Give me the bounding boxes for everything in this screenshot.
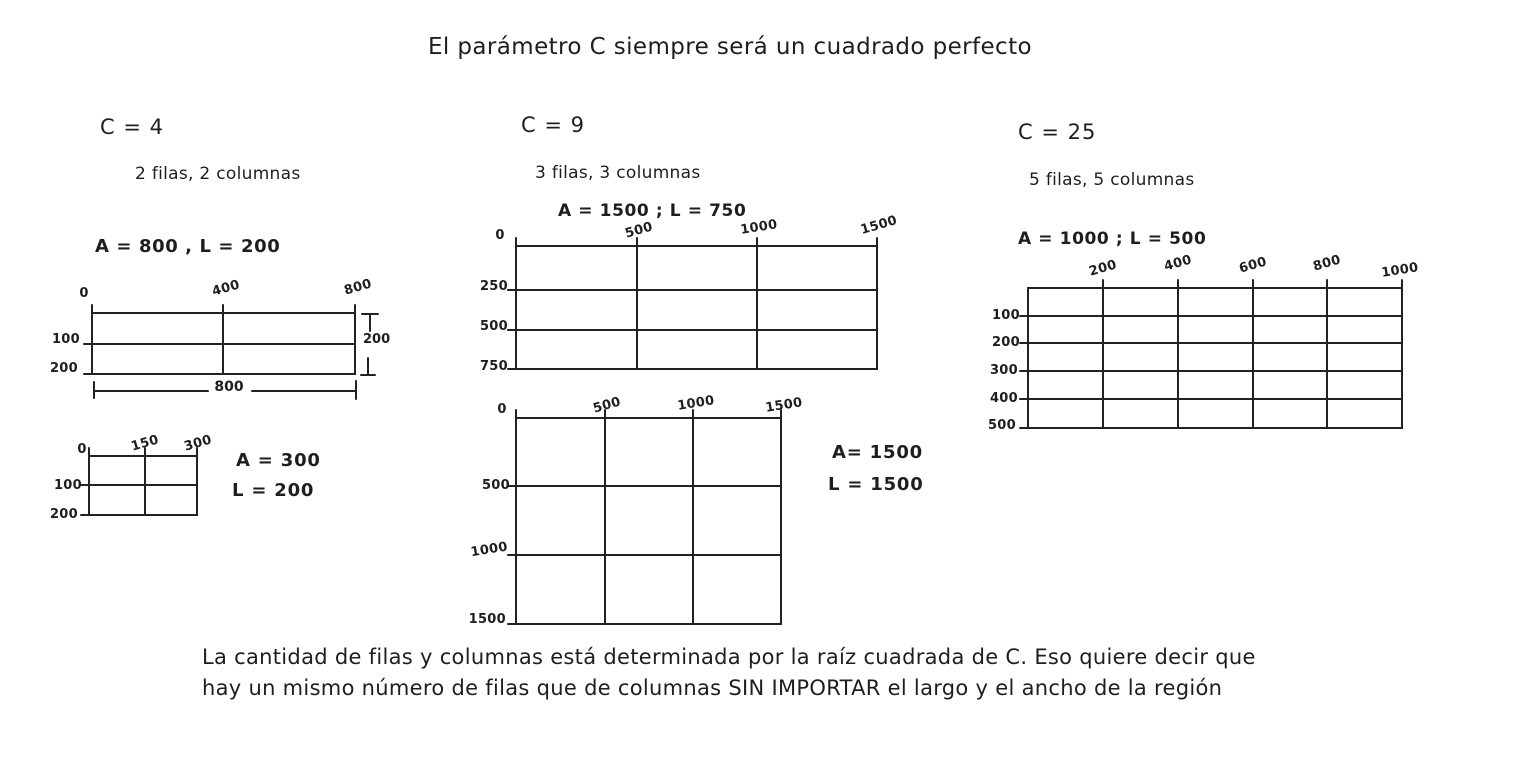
c9-top-ytick-1: 500 (479, 319, 508, 334)
c9-top-xtick-2: 1000 (739, 217, 779, 238)
c4-main-grid (80, 301, 367, 386)
c9-top-ytick-0: 250 (479, 279, 508, 294)
c9-bottom-xtick-2: 1000 (676, 393, 716, 414)
c25-heading: C = 25 (1018, 120, 1097, 144)
c25-xtick-1: 400 (1162, 252, 1194, 275)
c4-small-length-label: L = 200 (232, 480, 315, 501)
c4-params: A = 800 , L = 200 (95, 236, 281, 257)
c25-xtick-0: 200 (1087, 257, 1119, 280)
c25-ytick-1: 200 (991, 335, 1020, 350)
c9-bottom-ytick-2: 1500 (468, 612, 506, 627)
footer-line-1: La cantidad de filas y columnas está determinada por la raíz cuadrada de C. Eso quiere decir que (202, 645, 1256, 669)
c9-top-xtick-1: 500 (623, 219, 655, 242)
c9-bottom-xtick-0: 0 (497, 402, 507, 417)
c25-ytick-4: 500 (987, 418, 1016, 433)
c4-small-xtick-1: 150 (129, 432, 161, 455)
c4-width-dim-label: 800 (214, 379, 244, 395)
c4-heading: C = 4 (100, 115, 164, 139)
c4-subheading: 2 filas, 2 columnas (135, 164, 301, 184)
c4-small-xtick-0: 0 (77, 442, 87, 457)
c4-main-ytick-1: 200 (49, 361, 78, 376)
c4-main-ytick-0: 100 (51, 332, 80, 347)
c4-height-dim-label: 200 (363, 332, 391, 347)
c9-bottom-grid (504, 406, 793, 636)
c9-heading: C = 9 (521, 113, 585, 137)
c9-subheading: 3 filas, 3 columnas (535, 163, 701, 183)
c9-top-grid (504, 234, 889, 381)
c25-ytick-0: 100 (991, 308, 1020, 323)
footer-line-2: hay un mismo número de filas que de columnas SIN IMPORTAR el largo y el ancho de la región (202, 676, 1223, 700)
c25-ytick-2: 300 (989, 363, 1018, 378)
c25-grid (1016, 276, 1414, 440)
c25-xtick-4: 1000 (1380, 260, 1420, 281)
c4-main-xtick-1: 400 (210, 277, 242, 300)
c9-bottom-area-label: A= 1500 (832, 442, 923, 463)
c4-small-ytick-1: 200 (49, 507, 78, 522)
c9-top-xtick-0: 0 (495, 228, 505, 243)
c9-bottom-xtick-1: 500 (591, 394, 623, 417)
c4-main-xtick-2: 800 (342, 276, 374, 299)
c25-xtick-2: 600 (1237, 254, 1269, 277)
c4-small-ytick-0: 100 (53, 478, 82, 493)
c9-top-ytick-2: 750 (479, 359, 508, 374)
c9-bottom-xtick-3: 1500 (764, 395, 804, 416)
c25-params: A = 1000 ; L = 500 (1018, 229, 1207, 249)
c9-bottom-ytick-0: 500 (481, 478, 510, 493)
c4-main-xtick-0: 0 (79, 286, 89, 301)
page-title: El parámetro C siempre será un cuadrado perfecto (428, 34, 1032, 60)
c25-xtick-3: 800 (1311, 252, 1343, 275)
c25-subheading: 5 filas, 5 columnas (1029, 170, 1195, 190)
c9-bottom-length-label: L = 1500 (828, 474, 924, 495)
c9-bottom-ytick-1: 1000 (469, 539, 509, 561)
c25-ytick-3: 400 (989, 391, 1018, 406)
c4-small-area-label: A = 300 (236, 450, 321, 471)
c9-params: A = 1500 ; L = 750 (558, 201, 747, 221)
c4-small-xtick-2: 300 (182, 432, 214, 455)
c9-top-xtick-3: 1500 (858, 213, 900, 238)
